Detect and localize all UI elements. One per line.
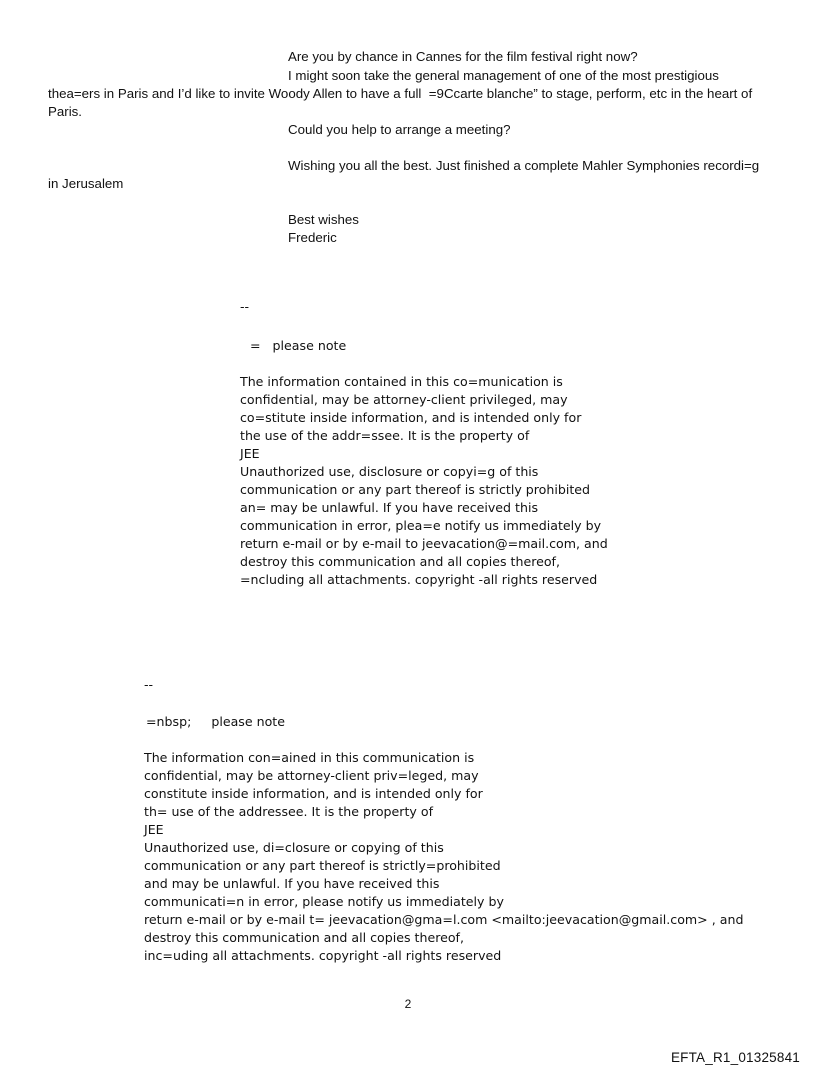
disclaimer-line: confidential, may be attorney-client priv=leged, may — [144, 768, 479, 783]
body-line-1: I might soon take the general management of one of the most prestigious — [288, 68, 719, 83]
disclaimer-line: the use of the addr=ssee. It is the property of — [240, 428, 530, 443]
disclaimer-line: constitute inside information, and is intended only for — [144, 786, 483, 801]
disclaimer-line: JEE — [144, 822, 164, 837]
body-line-3: Paris. — [48, 104, 82, 119]
please-note-label: =nbsp; please note — [146, 714, 285, 729]
disclaimer-line: Unauthorized use, di=closure or copying of this — [144, 840, 444, 855]
page-number: 2 — [404, 997, 412, 1011]
signer-name: Frederic — [288, 230, 337, 245]
disclaimer-line: an= may be unlawful. If you have received this — [240, 500, 539, 515]
disclaimer-line: communication or any part thereof is strictly prohibited — [240, 482, 591, 497]
disclaimer-line: Unauthorized use, disclosure or copyi=g of this — [240, 464, 539, 479]
disclaimer-line: communication or any part thereof is strictly=prohibited — [144, 858, 501, 873]
closing-line: Best wishes — [288, 212, 359, 227]
disclaimer-line: destroy this communication and all copies thereof, — [240, 554, 560, 569]
disclaimer-line: th= use of the addressee. It is the property of — [144, 804, 434, 819]
disclaimer-line: return e-mail or by e-mail to jeevacation@=mail.com, and — [240, 536, 608, 551]
question-line: Are you by chance in Cannes for the film festival right now? — [288, 49, 638, 64]
wishes-line-2: in Jerusalem — [48, 176, 124, 191]
signature-separator: -- — [240, 299, 250, 314]
request-line: Could you help to arrange a meeting? — [288, 122, 511, 137]
disclaimer-line: communicati=n in error, please notify us immediately by — [144, 894, 504, 909]
disclaimer-line: and may be unlawful. If you have received this — [144, 876, 440, 891]
disclaimer-line: =ncluding all attachments. copyright -all rights reserved — [240, 572, 598, 587]
wishes-line-1: Wishing you all the best. Just finished a complete Mahler Symphonies recordi=g — [288, 158, 760, 173]
please-note-label: = please note — [250, 338, 347, 353]
disclaimer-line: co=stitute inside information, and is intended only for — [240, 410, 582, 425]
disclaimer-line: inc=uding all attachments. copyright -all rights reserved — [144, 948, 502, 963]
disclaimer-line: return e-mail or by e-mail t= jeevacation@gma=l.com <mailto:jeevacation@gmail.com> , and — [144, 912, 744, 927]
disclaimer-line: destroy this communication and all copies thereof, — [144, 930, 464, 945]
body-line-2: thea=ers in Paris and I’d like to invite Woody Allen to have a full =9Ccarte blanche” to stage, perform, etc in the heart of — [48, 86, 753, 101]
signature-separator: -- — [144, 677, 154, 692]
disclaimer-line: JEE — [240, 446, 260, 461]
disclaimer-line: The information con=ained in this communication is — [144, 750, 475, 765]
bates-number: EFTA_R1_01325841 — [670, 1050, 800, 1065]
disclaimer-line: communication in error, plea=e notify us immediately by — [240, 518, 602, 533]
disclaimer-line: The information contained in this co=munication is — [240, 374, 563, 389]
disclaimer-line: confidential, may be attorney-client privileged, may — [240, 392, 568, 407]
